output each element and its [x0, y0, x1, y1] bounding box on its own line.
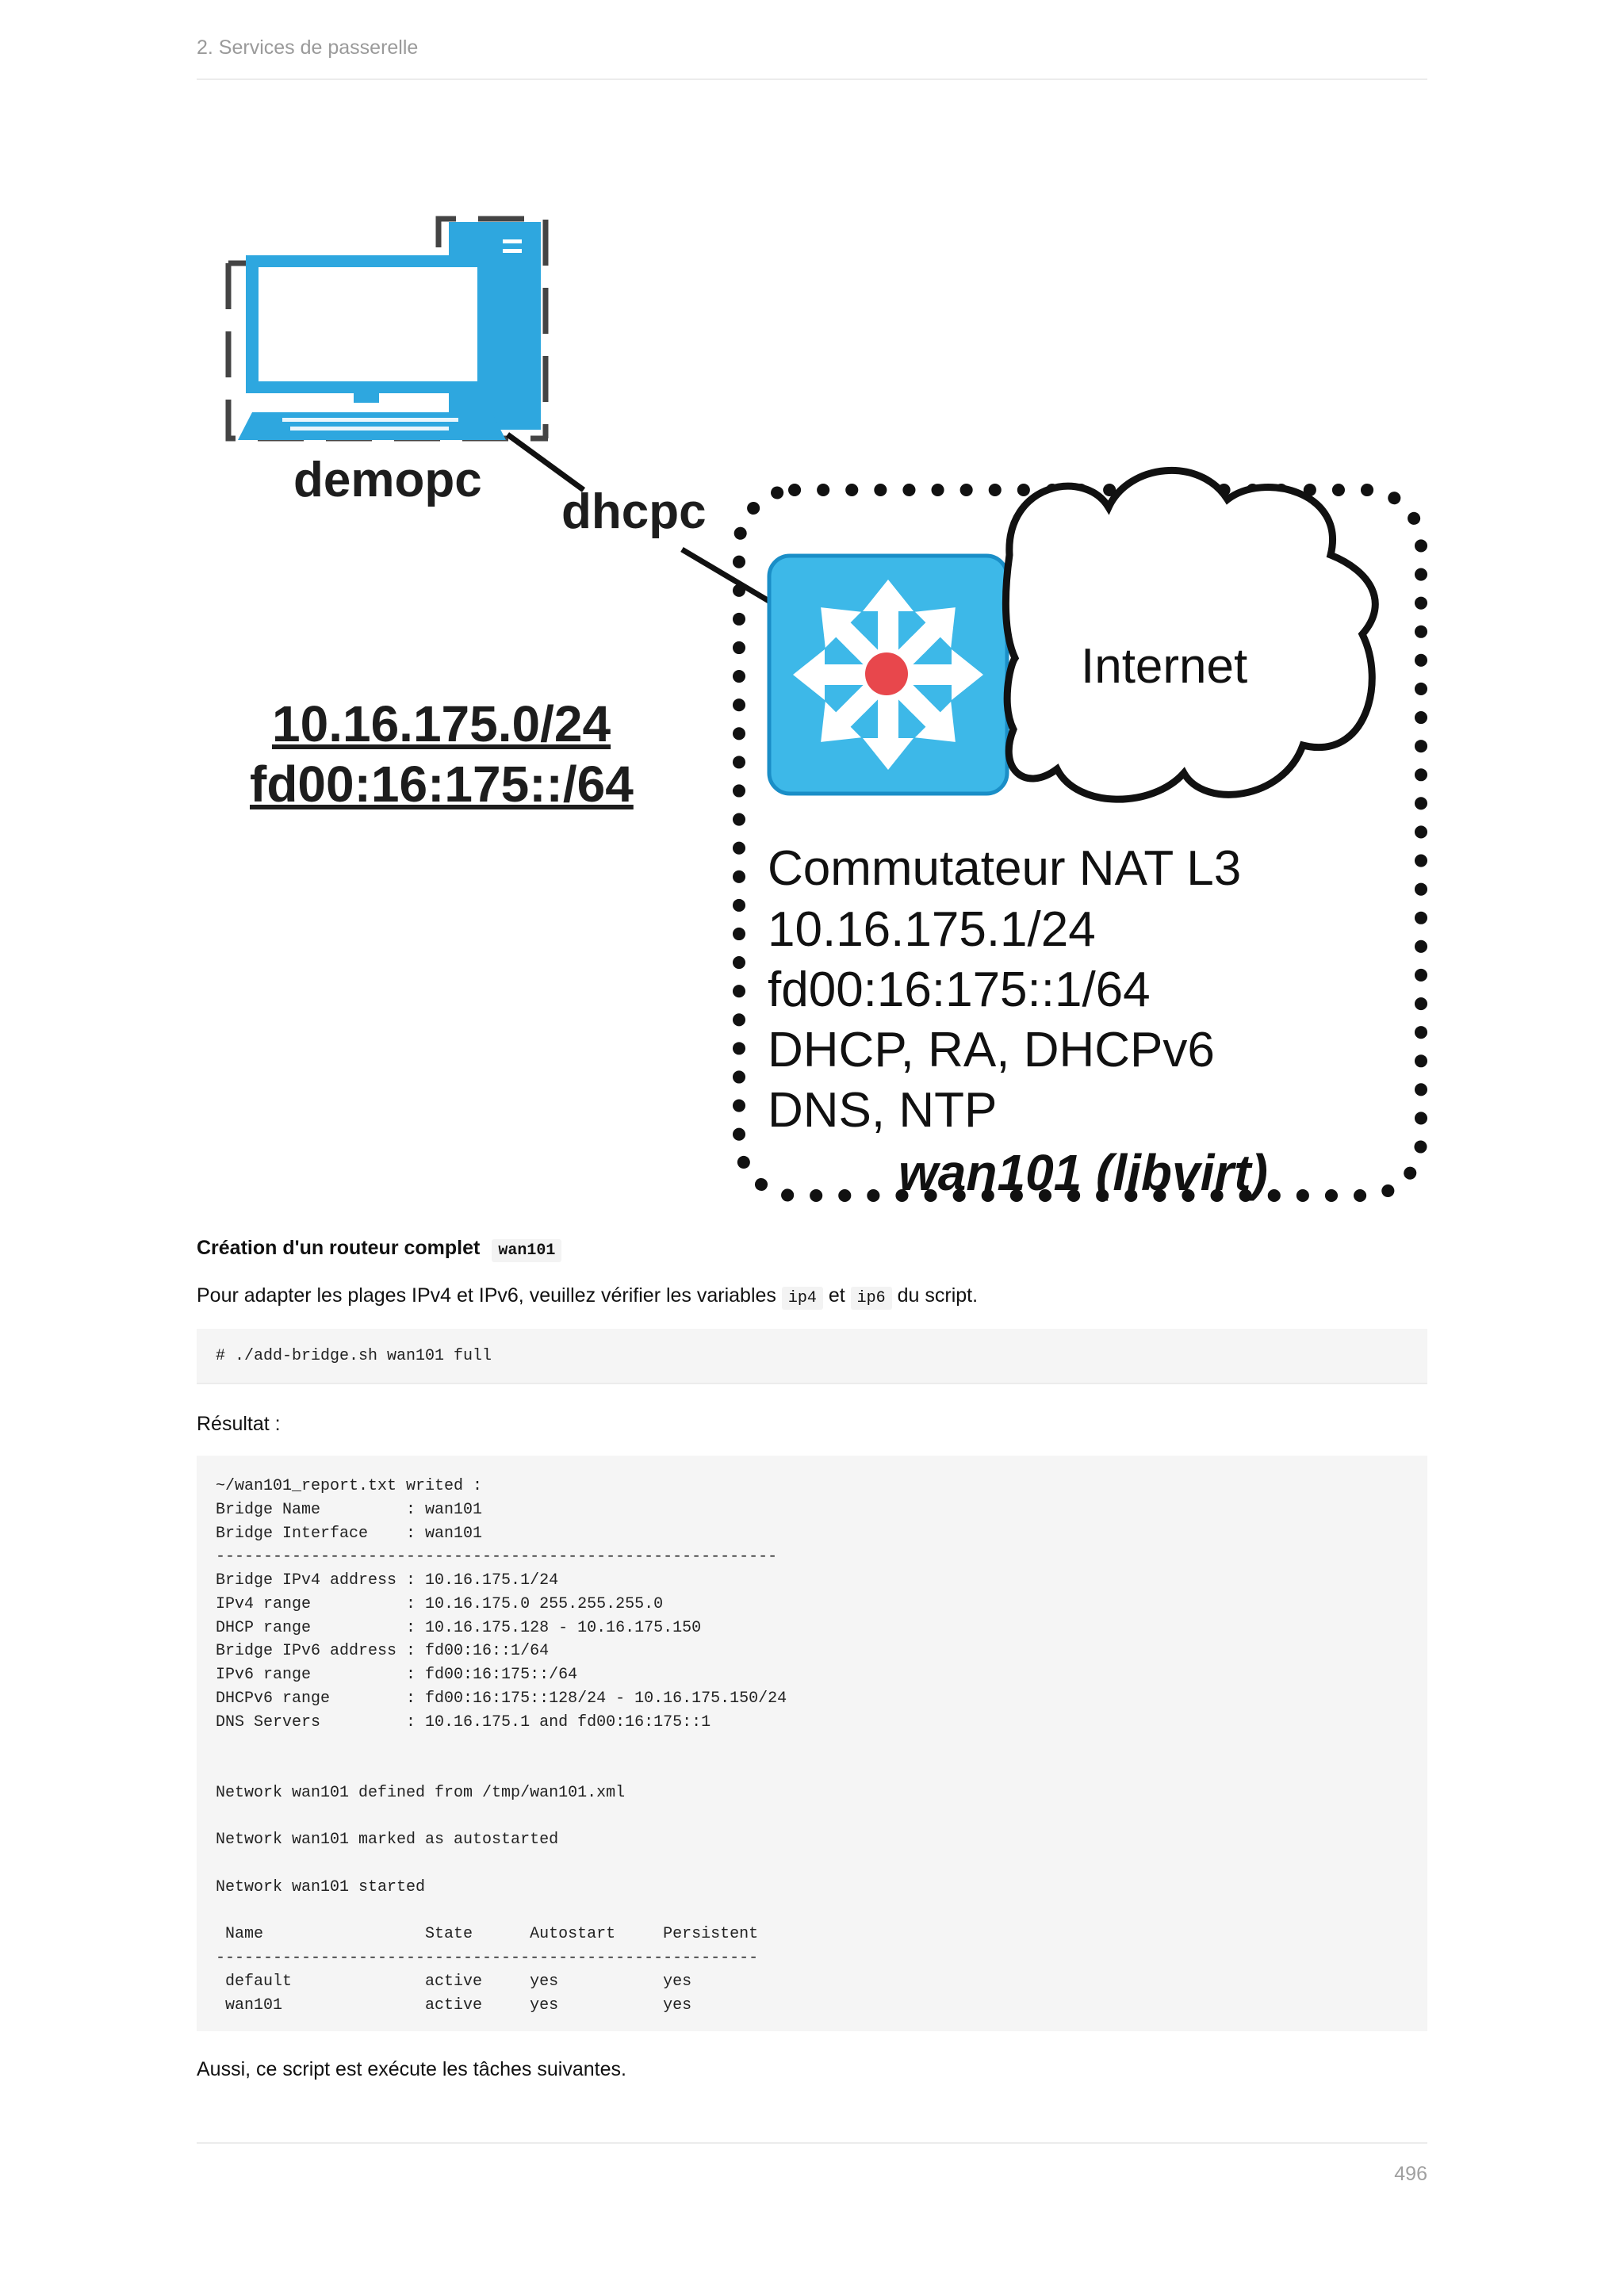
instruction-paragraph: [197, 1284, 978, 1307]
network-name-label: wan101 (libvirt): [898, 1144, 1268, 1201]
network-v6-label: fd00:16:175::/64: [250, 756, 634, 813]
switch-line: DHCP, RA, DHCPv6: [768, 1023, 1215, 1077]
pc-label: demopc: [293, 453, 482, 507]
network-v4-label: 10.16.175.0/24: [272, 695, 611, 752]
link-label: dhcpc: [561, 484, 707, 539]
internet-label: Internet: [1081, 639, 1248, 694]
page-number: 496: [1394, 2163, 1427, 2185]
para-text: et: [828, 1284, 845, 1307]
inline-code: ip4: [782, 1287, 823, 1310]
command-text: # ./add-bridge.sh wan101 full: [216, 1347, 492, 1365]
output-text: ~/wan101_report.txt writed : Bridge Name : wan101 Bridge Interface : wan101 ----------------------------------------------------------- Bridge IPv4 address : 10.16.175.1/24 IPv4 range : 10.16.175.0 255.255.255.0 DHCP range : 10.16.175.128 - 10.16.175.150 Bridge IPv6 address : fd00:16::1/64 IPv6 range : fd00:16:175::/64 DHCPv6 range : fd00:16:175::128/24 - 10.16.175.150/24 DNS Servers : 10.16.175.1 and fd00:16:175::1 Network wan101 defined from /tmp/wan101.xml Network wan101 marked as autostarted Network wan101 started Name State Autostart Persistent --------------------------------------------------------- default active yes yes wan101 active yes yes: [216, 1477, 787, 2015]
command-block: [197, 1329, 1427, 1384]
network-diagram: [197, 159, 1465, 1237]
section-title: [197, 1237, 561, 1260]
switch-line: fd00:16:175::1/64: [768, 962, 1151, 1017]
section-title-code: wan101: [492, 1239, 561, 1262]
switch-line: Commutateur NAT L3: [768, 841, 1242, 896]
closing-paragraph: Aussi, ce script est exécute les tâches suivantes.: [197, 2058, 626, 2080]
section-title-text: Création d'un routeur complet: [197, 1237, 481, 1259]
computer-icon: [228, 219, 548, 440]
cloud-icon: [1005, 470, 1375, 799]
section-header: 2. Services de passerelle: [197, 36, 1427, 80]
result-label: Résultat :: [197, 1413, 281, 1435]
inline-code: ip6: [851, 1287, 892, 1310]
switch-line: DNS, NTP: [768, 1083, 998, 1138]
output-block: [197, 1456, 1427, 2031]
para-text: Pour adapter les plages IPv4 et IPv6, veuillez vérifier les variables: [197, 1284, 776, 1307]
para-text: du script.: [897, 1284, 979, 1307]
switch-icon: [769, 556, 1007, 794]
footer-divider: [197, 2142, 1427, 2144]
switch-line: 10.16.175.1/24: [768, 902, 1096, 957]
